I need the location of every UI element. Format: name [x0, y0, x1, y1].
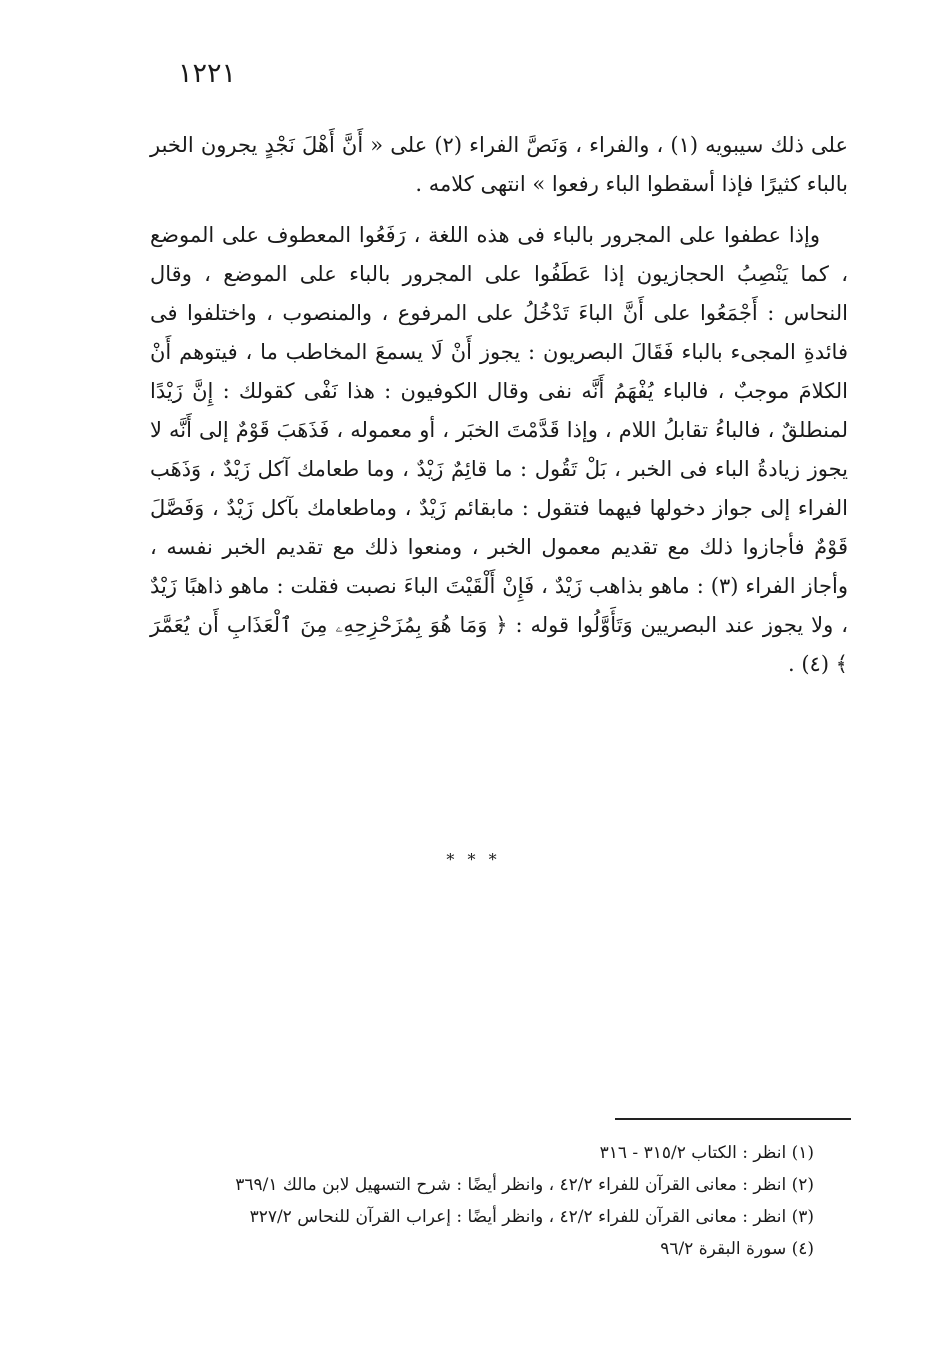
- footnotes: [150, 1137, 814, 1265]
- separator-stars: * * *: [446, 850, 501, 869]
- footnote: (١) انظر : الكتاب ٣١٥/٢ - ٣١٦: [599, 1143, 814, 1163]
- page-number: ١٢٢١: [178, 58, 237, 89]
- footnote: (٣) انظر : معانى القرآن للفراء ٤٢/٢ ، وانظر أيضًا : إعراب القرآن للنحاس ٣٢٧/٢: [249, 1207, 814, 1227]
- footnote-rule: [615, 1118, 851, 1120]
- paragraph: على ذلك سيبويه (١) ، والفراء ، وَنَصَّ الفراء (٢) على « أَنَّ أَهْلَ نَجْدٍ يجرون الخبر بالباء كثيرًا فإذا أسقطوا الباء رفعوا » انتهى كلامه .: [150, 133, 849, 196]
- body-text: [150, 126, 848, 684]
- paragraph: وإذا عطفوا على المجرور بالباء فى هذه اللغة ، رَفَعُوا المعطوف على الموضع ، كما يَنْصِبُ الحجازيون إذا عَطَفُوا على المجرور بالباء على الموضع ، وقال النحاس : أَجْمَعُوا على أَنَّ الباءَ تَدْخُلُ على المرفوع ، والمنصوب ، واختلفوا فى فائدةِ المجىء بالباء فَقَالَ البصريون : يجوز أَنْ لَا يسمعَ المخاطب ما ، فيتوهم أَنْ الكلامَ موجبٌ ، فالباء يُفْهَمُ أَنَّه نفى وقال الكوفيون : هذا نَفْى كقولك : إِنَّ زَيْدًا لمنطلقٌ ، فالباءُ تقابلُ اللام ، وإذا قَدَّمْتَ الخبَر ، أو معموله ، فَذَهَبَ قَوْمٌ إلى أَنَّه لا يجوز زيادةُ الباء فى الخبر ، بَلْ تَقُول : ما قائِمٌ زَيْدٌ ، وما طعامك آكل زَيْدٌ ، وَذَهَب الفراء إلى جواز دخولها فيهما فتقول : مابقائم زَيْدٌ ، وماطعامك بآكل زَيْدٌ ، وَفَصَّلَ قَوْمٌ فأجازوا ذلك مع تقديم معمول الخبر ، ومنعوا ذلك مع تقديم الخبر نفسه ، وأجاز الفراء (٣) : ماهو بذاهب زَيْدٌ ، فَإِنْ أَلْقَيْتَ الباءَ نصبت فقلت : ماهو ذاهبًا زَيْدٌ ، ولا يجوز عند البصريين وَتَأَوَّلُوا قوله : ﴿ وَمَا هُوَ بِمُزَحْزِحِهِۦ مِنَ ٱلْعَذَابِ أَن يُعَمَّرَ ﴾ (٤) .: [150, 223, 848, 676]
- footnote: (٤) سورة البقرة ٩٦/٢: [660, 1239, 814, 1259]
- footnote: (٢) انظر : معانى القرآن للفراء ٤٢/٢ ، وانظر أيضًا : شرح التسهيل لابن مالك ٣٦٩/١: [235, 1175, 814, 1195]
